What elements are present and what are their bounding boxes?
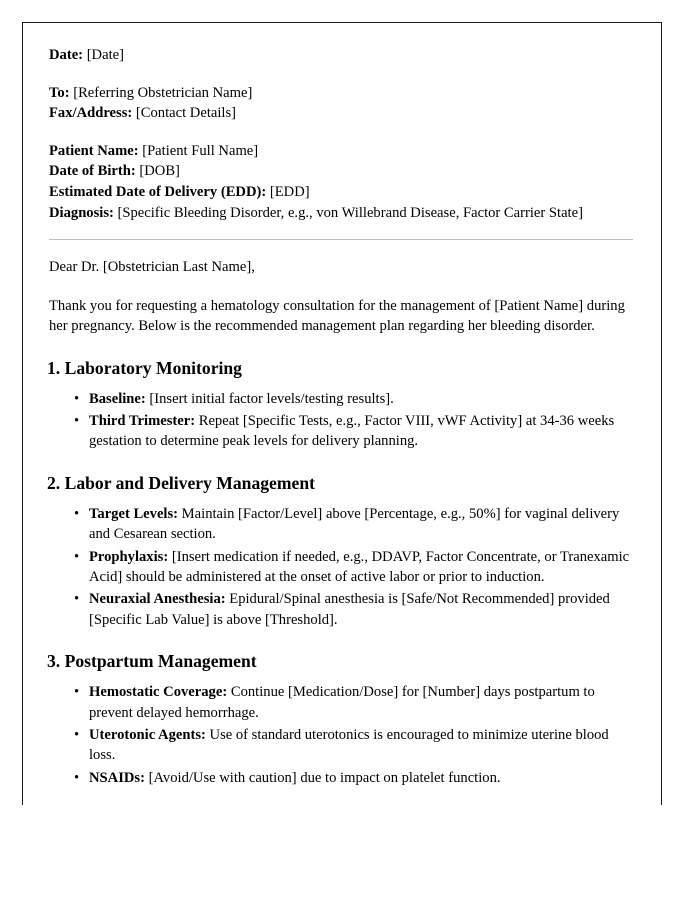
list-item xyxy=(89,768,633,788)
field-line xyxy=(49,161,633,182)
list-item xyxy=(89,682,633,723)
list-item xyxy=(89,411,633,452)
date-block xyxy=(49,45,633,66)
field-line xyxy=(49,182,633,203)
section-heading: 3. Postpartum Management xyxy=(47,651,257,672)
patient-info-block xyxy=(49,141,633,223)
bullet-label: Neuraxial Anesthesia: xyxy=(89,591,226,608)
field-value: [Referring Obstetrician Name] xyxy=(69,84,253,101)
bullet-text: Continue [Medication/Dose] for [Number] days postpartum to prevent delayed hemorrhage. xyxy=(89,684,595,721)
field-value: [Contact Details] xyxy=(132,105,236,122)
field-line xyxy=(49,141,633,162)
field-label: Date of Birth: xyxy=(49,163,136,180)
section-heading: 2. Labor and Delivery Management xyxy=(47,472,315,493)
list-item xyxy=(89,589,633,630)
bullet-label: Target Levels: xyxy=(89,505,179,522)
bullet-text: Maintain [Factor/Level] above [Percentage, e.g., 50%] for vaginal delivery and Cesarean section. xyxy=(89,505,620,543)
field-label: To: xyxy=(49,84,70,101)
document-section xyxy=(49,650,633,788)
document-section xyxy=(49,472,633,630)
field-line xyxy=(49,203,633,224)
field-line xyxy=(49,103,633,124)
bullet-label: Uterotonic Agents: xyxy=(89,727,206,744)
list-item xyxy=(89,547,633,588)
section-heading: 1. Laboratory Monitoring xyxy=(47,357,242,378)
recipient-block xyxy=(49,83,633,124)
field-value: [Date] xyxy=(83,47,124,63)
field-value: [EDD] xyxy=(266,183,310,200)
bullet-list xyxy=(49,682,633,788)
field-line xyxy=(49,45,633,66)
document-body xyxy=(23,23,661,788)
intro-paragraph: Thank you for requesting a hematology consultation for the management of [Patient Name] during her pregnancy. Below is the recommended management plan regarding her bleeding disorder. xyxy=(49,297,625,335)
field-value: [DOB] xyxy=(135,163,180,180)
field-value: [Patient Full Name] xyxy=(138,142,259,159)
salutation: Dear Dr. [Obstetrician Last Name], xyxy=(49,259,255,276)
section-divider xyxy=(49,239,633,240)
field-label: Patient Name: xyxy=(49,142,139,159)
bullet-text: Repeat [Specific Tests, e.g., Factor VIII, vWF Activity] at 34-36 weeks gestation to determine peak levels for delivery planning. xyxy=(89,412,615,450)
bullet-label: Hemostatic Coverage: xyxy=(89,684,228,701)
bullet-label: Prophylaxis: xyxy=(89,548,169,565)
field-line xyxy=(49,83,633,104)
field-label: Estimated Date of Delivery (EDD): xyxy=(49,183,267,200)
bullet-list xyxy=(49,389,633,452)
sections-container xyxy=(49,357,633,789)
bullet-label: Third Trimester: xyxy=(89,412,196,429)
list-item xyxy=(89,504,633,545)
field-label: Date: xyxy=(49,47,84,63)
list-item xyxy=(89,725,633,766)
bullet-list xyxy=(49,504,633,630)
list-item xyxy=(89,389,633,409)
bullet-text: Epidural/Spinal anesthesia is [Safe/Not Recommended] provided [Specific Lab Value] is above [Threshold]. xyxy=(89,591,610,628)
bullet-label: Baseline: xyxy=(89,390,146,407)
field-label: Fax/Address: xyxy=(49,105,133,122)
document-page xyxy=(22,22,662,805)
bullet-text: [Insert medication if needed, e.g., DDAVP, Factor Concentrate, or Tranexamic Acid] should be administered at the onset of active labor or prior to induction. xyxy=(89,548,630,585)
field-value: [Specific Bleeding Disorder, e.g., von Willebrand Disease, Factor Carrier State] xyxy=(113,204,583,221)
bullet-text: [Insert initial factor levels/testing results]. xyxy=(145,390,394,407)
document-section xyxy=(49,357,633,452)
field-label: Diagnosis: xyxy=(49,204,114,221)
bullet-label: NSAIDs: xyxy=(89,769,145,786)
bullet-text: [Avoid/Use with caution] due to impact on platelet function. xyxy=(144,769,501,786)
bullet-text: Use of standard uterotonics is encouraged to minimize uterine blood loss. xyxy=(89,727,609,764)
